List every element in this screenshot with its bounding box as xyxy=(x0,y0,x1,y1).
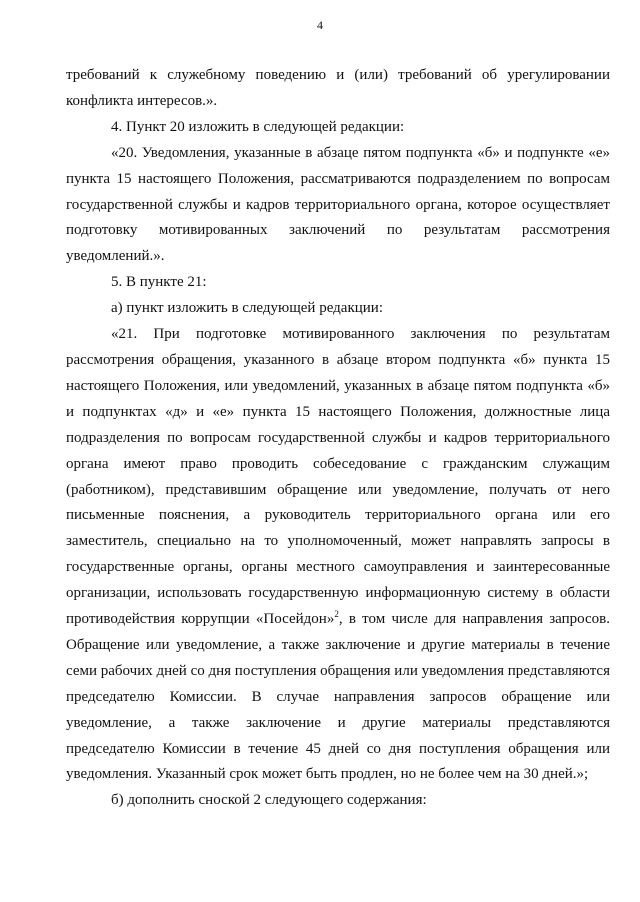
clause-21-text-start: «21. При подготовке мотивированного заключения по результатам рассмотрения обращения, указанного в абзаце втором подпункта «б» пункта 15 настоящего Положения, или уведомлений, указанных в абзаце пятом подпункта «б» и подпунктах «д» и «е» пункта 15 настоящего Положения, должностные лица подразделения по вопросам государственной службы и кадров территориального органа имеют право проводить собеседование с гражданским служащим (работником), представившим обращение или уведомление, получать от него письменные пояснения, а руководитель территориального органа или его заместитель, специально на то уполномоченный, может направлять запросы в государственные органы, органы местного самоуправления и заинтересованные организации, использовать государственную информационную систему в области противодействия коррупции «Посейдон» xyxy=(66,326,610,628)
document-body xyxy=(66,63,610,814)
paragraph-subitem-b: б) дополнить сноской 2 следующего содержания: xyxy=(111,792,427,809)
page-number: 4 xyxy=(317,18,323,32)
clause-21-text-end: , в том числе для направления запросов. Обращение или уведомление, а также заключение и другие материалы в течение семи рабочих дней со дня поступления обращения или уведомления представляются председателю Комиссии. В случае направления запросов обращение или уведомление, а также заключение и другие материалы представляются председателю Комиссии в течение 45 дней со дня поступления обращения или уведомления. Указанный срок может быть продлен, но не более чем на 30 дней.»; xyxy=(66,611,611,783)
paragraph-clause-20: «20. Уведомления, указанные в абзаце пятом подпункта «б» и подпункте «е» пункта 15 настоящего Положения, рассматриваются подразделением по вопросам государственной службы и кадров территориального органа, которое осуществляет подготовку мотивированных заключений по результатам рассмотрения уведомлений.». xyxy=(66,144,610,265)
paragraph-item-4: 4. Пункт 20 изложить в следующей редакции: xyxy=(111,118,405,135)
paragraph-clause-21 xyxy=(66,322,610,788)
paragraph-item-5: 5. В пункте 21: xyxy=(111,274,207,291)
paragraph-subitem-a: а) пункт изложить в следующей редакции: xyxy=(111,300,383,317)
paragraph-continuation: требований к служебному поведению и (или) требований об урегулировании конфликта интересов.». xyxy=(66,67,610,109)
footnote-ref-2: 2 xyxy=(334,609,339,620)
